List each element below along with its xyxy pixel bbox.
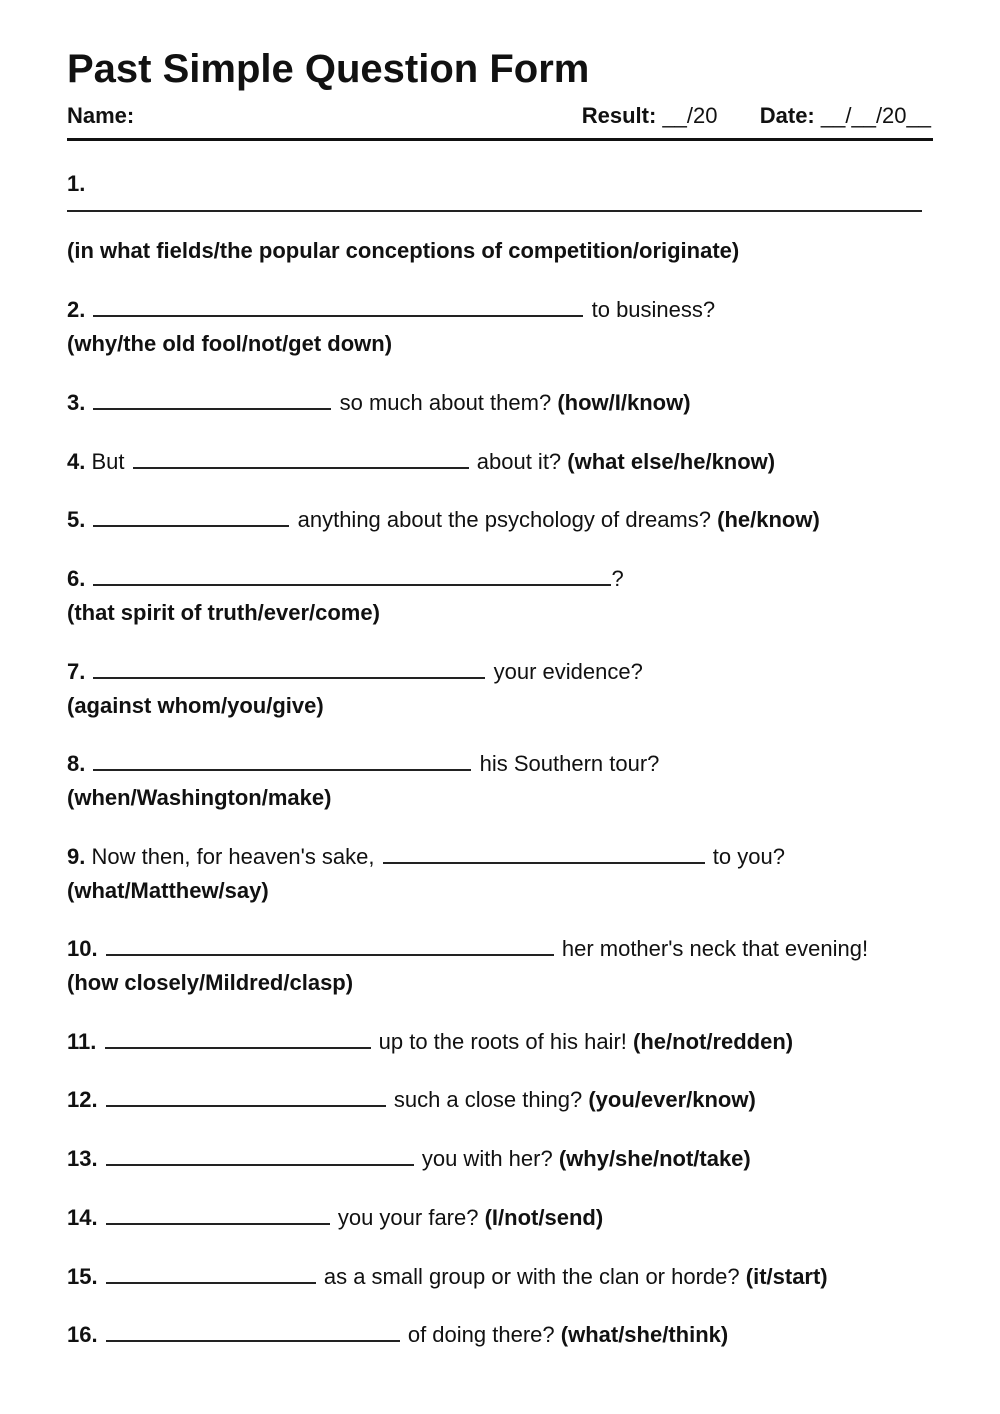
question-text: her mother's neck that evening! (561, 936, 869, 961)
answer-blank-7[interactable] (93, 655, 485, 679)
question-prefix: Now then, for heaven's sake, (91, 844, 375, 869)
question-hint: (it/start) (745, 1264, 828, 1289)
question-8 (67, 747, 659, 781)
question-text: ? (611, 566, 624, 591)
question-text: such a close thing? (393, 1087, 583, 1112)
question-hint: (against whom/you/give) (67, 693, 324, 718)
question-prefix: But (91, 449, 125, 474)
question-number: 7. (67, 659, 86, 684)
result-label: Result: (581, 103, 657, 128)
name-label: Name: (67, 103, 135, 128)
question-number: 8. (67, 751, 86, 776)
question-number: 5. (67, 507, 86, 532)
question-14 (67, 1201, 603, 1235)
answer-blank-12[interactable] (106, 1083, 386, 1107)
question-hint: (how/I/know) (557, 390, 691, 415)
question-text: his Southern tour? (479, 751, 660, 776)
question-text: to you? (712, 844, 785, 869)
answer-blank-1[interactable] (67, 210, 922, 212)
answer-blank-14[interactable] (106, 1201, 330, 1225)
answer-blank-9[interactable] (383, 840, 705, 864)
question-number: 6. (67, 566, 86, 591)
question-15 (67, 1260, 828, 1294)
question-2 (67, 293, 715, 327)
answer-blank-6[interactable] (93, 562, 611, 586)
question-hint: (how closely/Mildred/clasp) (67, 970, 354, 995)
result-value[interactable]: __/20 (662, 103, 718, 128)
question-number: 11. (67, 1029, 97, 1054)
question-hint: (you/ever/know) (588, 1087, 756, 1112)
question-16 (67, 1318, 728, 1352)
worksheet-title: Past Simple Question Form (67, 47, 590, 91)
question-number: 13. (67, 1146, 98, 1171)
answer-blank-11[interactable] (105, 1025, 371, 1049)
question-hint: (when/Washington/make) (67, 785, 332, 810)
question-11 (67, 1025, 793, 1059)
question-hint: (what else/he/know) (567, 449, 776, 474)
question-7 (67, 655, 643, 689)
answer-blank-4[interactable] (133, 445, 469, 469)
header-divider (67, 138, 933, 141)
question-number: 15. (67, 1264, 98, 1289)
question-number: 10. (67, 936, 98, 961)
question-number: 4. (67, 449, 86, 474)
result-date-group (582, 102, 931, 130)
question-text: anything about the psychology of dreams? (297, 507, 711, 532)
answer-blank-3[interactable] (93, 386, 331, 410)
answer-blank-5[interactable] (93, 503, 289, 527)
question-hint: (he/not/redden) (633, 1029, 794, 1054)
question-hint: (what/Matthew/say) (67, 878, 269, 903)
question-hint: (what/she/think) (560, 1322, 729, 1347)
question-hint: (why/the old fool/not/get down) (67, 331, 393, 356)
question-number: 12. (67, 1087, 98, 1112)
question-3 (67, 386, 691, 420)
question-6 (67, 562, 624, 596)
answer-blank-13[interactable] (106, 1142, 414, 1166)
question-number: 1. (67, 171, 86, 196)
question-text: as a small group or with the clan or horde? (323, 1264, 740, 1289)
question-hint: (that spirit of truth/ever/come) (67, 600, 380, 625)
answer-blank-10[interactable] (106, 932, 554, 956)
answer-blank-2[interactable] (93, 293, 583, 317)
question-10 (67, 932, 868, 966)
answer-blank-8[interactable] (93, 747, 471, 771)
question-13 (67, 1142, 751, 1176)
question-hint: (in what fields/the popular conceptions of competition/originate) (67, 238, 740, 263)
question-text: your evidence? (493, 659, 643, 684)
question-text: so much about them? (339, 390, 552, 415)
question-text: you your fare? (337, 1205, 479, 1230)
worksheet-meta-row (67, 102, 933, 130)
date-label: Date: (759, 103, 815, 128)
question-text: to business? (591, 297, 716, 322)
question-number: 16. (67, 1322, 98, 1347)
answer-blank-16[interactable] (106, 1318, 400, 1342)
question-number: 9. (67, 844, 86, 869)
question-hint: (I/not/send) (484, 1205, 604, 1230)
answer-blank-15[interactable] (106, 1260, 316, 1284)
question-number: 3. (67, 390, 86, 415)
question-hint: (he/know) (717, 507, 820, 532)
question-number: 2. (67, 297, 86, 322)
question-text: up to the roots of his hair! (378, 1029, 627, 1054)
date-value[interactable]: __/__/20__ (820, 103, 931, 128)
question-hint: (why/she/not/take) (558, 1146, 751, 1171)
question-text: you with her? (421, 1146, 553, 1171)
question-text: of doing there? (407, 1322, 555, 1347)
question-9 (67, 840, 785, 874)
question-number: 14. (67, 1205, 98, 1230)
question-5 (67, 503, 820, 537)
question-12 (67, 1083, 756, 1117)
question-text: about it? (476, 449, 562, 474)
question-4 (67, 445, 775, 479)
question-1 (67, 167, 85, 201)
